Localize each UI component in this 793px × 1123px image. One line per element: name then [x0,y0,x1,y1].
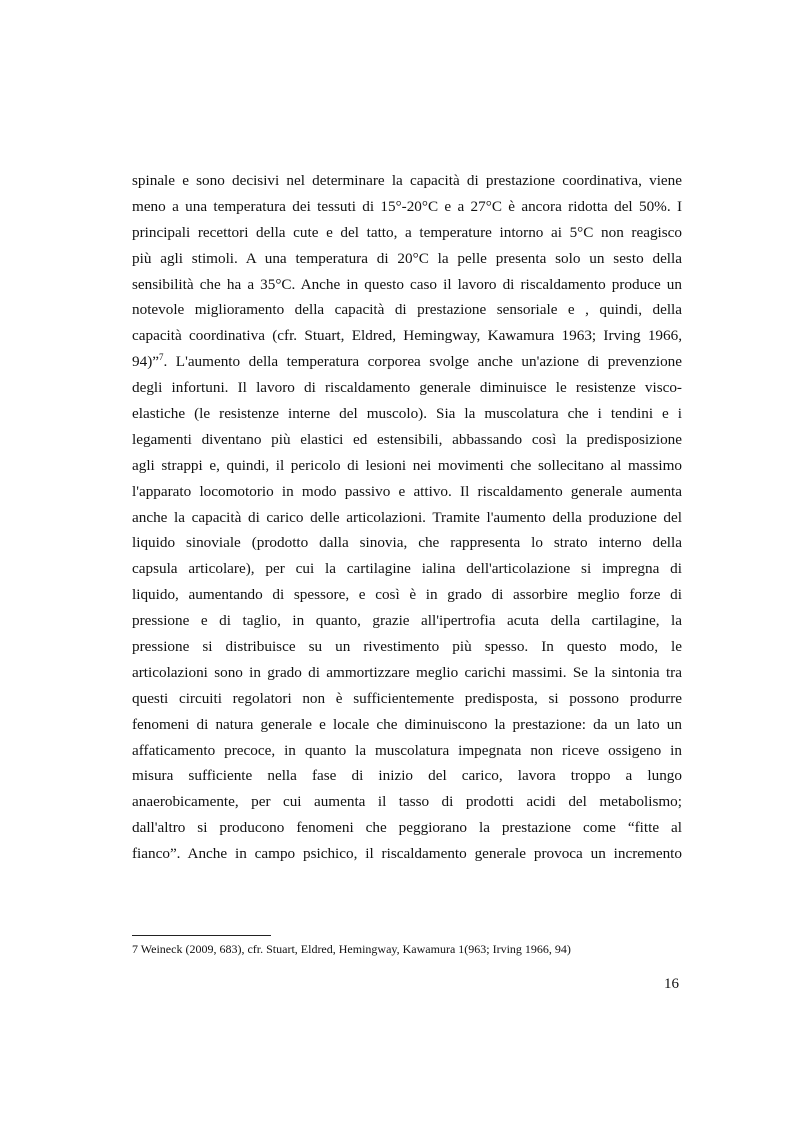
body-text [132,168,682,867]
text-line: l'apparato locomotorio in modo passivo e attivo. Il riscaldamento generale aumenta [132,482,682,500]
text-line: liquido sinoviale (prodotto dalla sinovia, che rappresenta lo strato interno della [132,534,682,552]
text-line: principali recettori della cute e del tatto, a temperature intorno ai 5°C non reagisco [132,223,682,241]
text-line: fenomeni di natura generale e locale che diminuiscono la prestazione: da un lato un [132,715,682,733]
text-line: articolazioni sono in grado di ammortizzare meglio carichi massimi. Se la sintonia tra [132,663,682,681]
text-line: notevole miglioramento della capacità di prestazione sensoriale e , quindi, della [132,301,682,319]
text-line: più agli stimoli. A una temperatura di 20°C la pelle presenta solo un sesto della [132,249,682,267]
text-line: anaerobicamente, per cui aumenta il tasso di prodotti acidi del metabolismo; [132,793,682,811]
text-line: agli strappi e, quindi, il pericolo di lesioni nei movimenti che sollecitano al massimo [132,456,682,474]
text-line-with-footnote [132,349,682,375]
text-line: legamenti diventano più elastici ed estensibili, abbassando così la predisposizione [132,430,682,448]
footnote-separator [132,935,271,936]
footnote: 7 Weineck (2009, 683), cfr. Stuart, Eldred, Hemingway, Kawamura 1(963; Irving 1966, 94) [132,942,571,956]
footnote-reference[interactable]: 7 [159,352,164,363]
text-line: pressione e di taglio, in quanto, grazie all'ipertrofia acuta della cartilagine, la [132,612,682,630]
text-line: elastiche (le resistenze interne del muscolo). Sia la muscolatura che i tendini e i [132,405,682,423]
text-line: degli infortuni. Il lavoro di riscaldamento generale diminuisce le resistenze visco- [132,379,682,397]
text-line: capsula articolare), per cui la cartilagine ialina dell'articolazione si impregna di [132,560,682,578]
text-line: anche la capacità di carico delle articolazioni. Tramite l'aumento della produzione del [132,508,682,526]
page-number: 16 [664,976,679,992]
text-line: meno a una temperatura dei tessuti di 15°-20°C e a 27°C è ancora ridotta del 50%. I [132,197,682,215]
text-line: sensibilità che ha a 35°C. Anche in questo caso il lavoro di riscaldamento produce un [132,275,682,293]
text-line-end: . L'aumento della temperatura corporea svolge anche un'azione di prevenzione [163,353,682,371]
text-line: capacità coordinativa (cfr. Stuart, Eldred, Hemingway, Kawamura 1963; Irving 1966, [132,327,682,345]
text-line: fianco”. Anche in campo psichico, il riscaldamento generale provoca un incremento [132,845,682,863]
text-line: misura sufficiente nella fase di inizio del carico, lavora troppo a lungo [132,767,682,785]
text-line: questi circuiti regolatori non è sufficientemente predisposta, si possono produrre [132,689,682,707]
text-line: affaticamento precoce, in quanto la muscolatura impegnata non riceve ossigeno in [132,741,682,759]
text-line-start: 94)” [132,353,159,371]
text-line: dall'altro si producono fenomeni che peggiorano la prestazione come “fitte al [132,819,682,837]
text-line: liquido, aumentando di spessore, e così è in grado di assorbire meglio forze di [132,586,682,604]
text-line: spinale e sono decisivi nel determinare la capacità di prestazione coordinativa, viene [132,172,682,189]
text-line: pressione si distribuisce su un rivestimento più spesso. In questo modo, le [132,638,682,656]
